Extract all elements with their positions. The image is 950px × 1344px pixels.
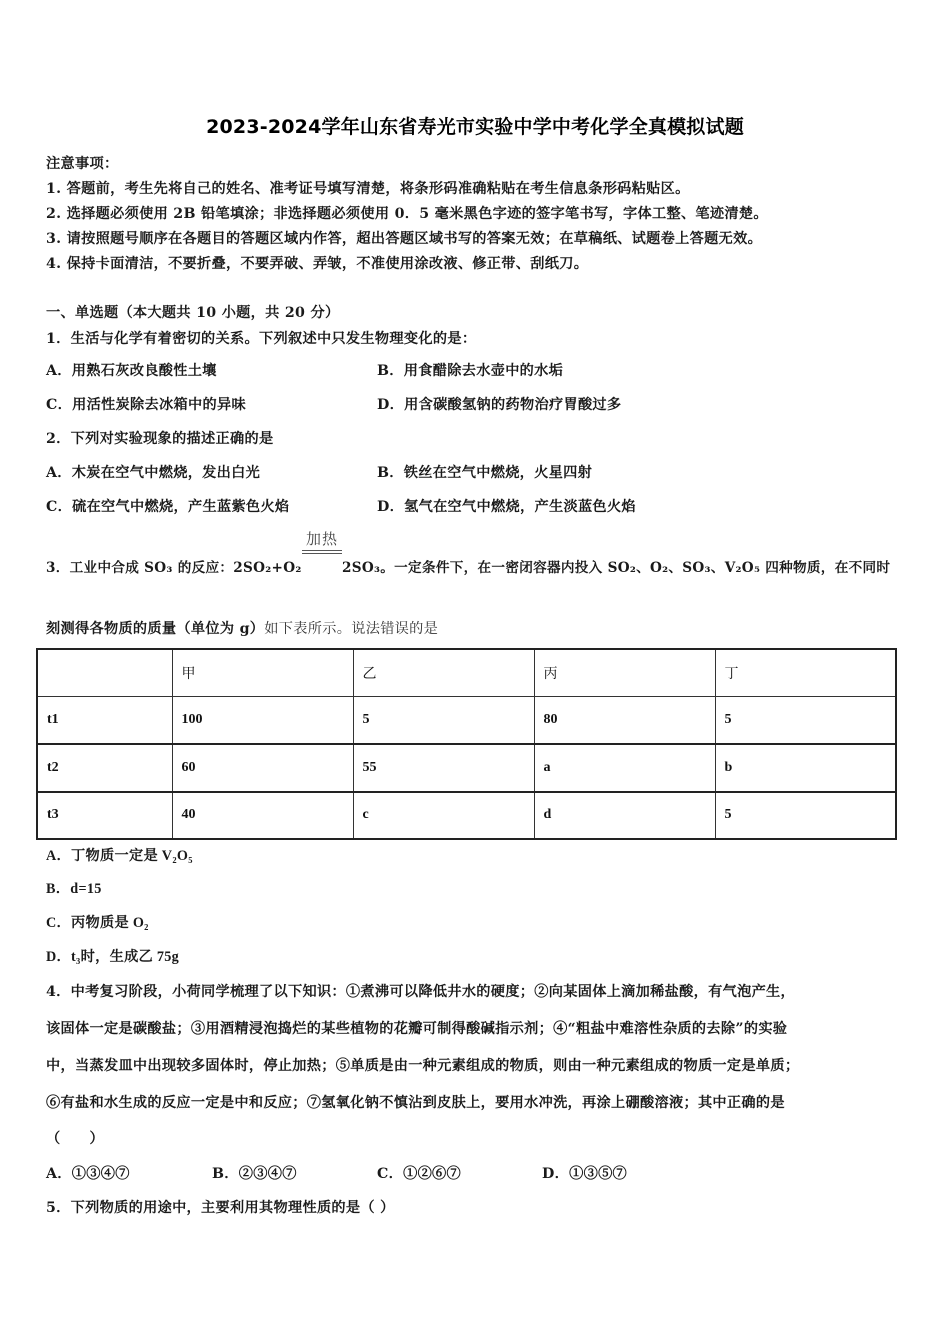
reaction-condition: 加热 bbox=[305, 530, 338, 548]
question-3-option-b: B．d=15 bbox=[46, 881, 102, 897]
question-3-option-c: C．丙物质是 O₂ bbox=[46, 915, 149, 931]
mass-table bbox=[36, 648, 897, 840]
question-3-stem-prefix: 3．工业中合成 SO₃ 的反应：2SO₂+O₂ bbox=[46, 560, 302, 576]
table-cell: t1 bbox=[37, 697, 172, 745]
table-cell: 80 bbox=[534, 697, 715, 745]
question-4-stem-line: 4．中考复习阶段，小荷同学梳理了以下知识：①煮沸可以降低井水的硬度；②向某固体上滴加稀盐酸，有气泡产生， bbox=[46, 984, 796, 1000]
question-3-option-d: D．t₃时，生成乙 75g bbox=[46, 949, 180, 965]
table-row bbox=[37, 697, 896, 745]
question-1-stem: 1．生活与化学有着密切的关系。下列叙述中只发生物理变化的是： bbox=[46, 331, 477, 347]
table-row bbox=[37, 744, 896, 792]
question-1-option-b: B．用食醋除去水壶中的水垢 bbox=[377, 363, 564, 379]
table-header-cell: 乙 bbox=[353, 649, 534, 697]
question-3-stem-light: 如下表所示。说法错误的是 bbox=[264, 621, 439, 637]
question-3-stem-cont bbox=[46, 618, 438, 638]
question-4-option-c: C．①②⑥⑦ bbox=[377, 1166, 462, 1182]
question-4-option-b: B．②③④⑦ bbox=[212, 1166, 297, 1182]
notice-item: 3. 请按照题号顺序在各题目的答题区域内作答，超出答题区域书写的答案无效；在草稿纸、试题卷上答题无效。 bbox=[46, 231, 763, 247]
table-cell: 5 bbox=[353, 697, 534, 745]
notice-item: 2. 选择题必须使用 2B 铅笔填涂；非选择题必须使用 0．5 毫米黑色字迹的签字笔书写，字体工整、笔迹清楚。 bbox=[46, 206, 768, 222]
table-header-cell: 丙 bbox=[534, 649, 715, 697]
question-4-option-d: D．①③⑤⑦ bbox=[542, 1166, 628, 1182]
notice-item: 1. 答题前，考生先将自己的姓名、准考证号填写清楚，将条形码准确粘贴在考生信息条形码粘贴区。 bbox=[46, 181, 690, 197]
table-cell: 55 bbox=[353, 744, 534, 792]
question-3-stem-middle: 2SO₃。一定条件下，在一密闭容器内投入 SO₂、O₂、SO₃、V₂O₅ 四种物质，在不同时 bbox=[342, 560, 891, 576]
table-header-cell: 丁 bbox=[715, 649, 896, 697]
question-4-stem-line: 中，当蒸发皿中出现较多固体时，停止加热；⑤单质是由一种元素组成的物质，则由一种元素组成的物质一定是单质； bbox=[46, 1058, 800, 1074]
table-header-row bbox=[37, 649, 896, 697]
question-1-option-d: D．用含碳酸氢钠的药物治疗胃酸过多 bbox=[377, 397, 622, 413]
table-cell: 40 bbox=[172, 792, 353, 840]
question-2-option-c: C．硫在空气中燃烧，产生蓝紫色火焰 bbox=[46, 499, 290, 515]
question-2-stem: 2．下列对实验现象的描述正确的是 bbox=[46, 431, 274, 447]
table-cell: t2 bbox=[37, 744, 172, 792]
table-header-cell bbox=[37, 649, 172, 697]
notice-heading: 注意事项： bbox=[46, 156, 119, 172]
table-cell: a bbox=[534, 744, 715, 792]
question-2-option-b: B．铁丝在空气中燃烧，火星四射 bbox=[377, 465, 593, 481]
table-cell: t3 bbox=[37, 792, 172, 840]
question-1-option-c: C．用活性炭除去冰箱中的异味 bbox=[46, 397, 246, 413]
table-cell: c bbox=[353, 792, 534, 840]
table-cell: d bbox=[534, 792, 715, 840]
reaction-arrow bbox=[302, 528, 342, 554]
table-cell: 60 bbox=[172, 744, 353, 792]
table-cell: 100 bbox=[172, 697, 353, 745]
table-header-cell: 甲 bbox=[172, 649, 353, 697]
table-cell: b bbox=[715, 744, 896, 792]
question-5-stem: 5．下列物质的用途中，主要利用其物理性质的是（ ） bbox=[46, 1200, 395, 1216]
table-cell: 5 bbox=[715, 792, 896, 840]
question-4-option-a: A．①③④⑦ bbox=[46, 1166, 130, 1182]
table-row bbox=[37, 792, 896, 840]
question-4-stem-line: 该固体一定是碳酸盐；③用酒精浸泡捣烂的某些植物的花瓣可制得酸碱指示剂；④“粗盐中难溶性杂质的去除”的实验 bbox=[46, 1021, 788, 1037]
question-4-answer-blank: （ ） bbox=[46, 1131, 104, 1147]
equals-sign-icon bbox=[302, 550, 342, 554]
section-heading: 一、单选题（本大题共 10 小题，共 20 分） bbox=[46, 305, 340, 321]
question-2-option-d: D．氢气在空气中燃烧，产生淡蓝色火焰 bbox=[377, 499, 636, 515]
table-cell: 5 bbox=[715, 697, 896, 745]
question-3-option-a: A．丁物质一定是 V₂O₅ bbox=[46, 848, 193, 864]
question-4-stem-line: ⑥有盐和水生成的反应一定是中和反应；⑦氢氧化钠不慎沾到皮肤上，要用水冲洗，再涂上硼酸溶液；其中正确的是 bbox=[46, 1095, 785, 1111]
page-title: 2023-2024学年山东省寿光市实验中学中考化学全真模拟试题 bbox=[206, 116, 744, 138]
question-1-option-a: A．用熟石灰改良酸性土壤 bbox=[46, 363, 217, 379]
question-2-option-a: A．木炭在空气中燃烧，发出白光 bbox=[46, 465, 261, 481]
notice-item: 4. 保持卡面清洁，不要折叠，不要弄破、弄皱，不准使用涂改液、修正带、刮纸刀。 bbox=[46, 256, 589, 272]
question-3-stem-bold: 刻测得各物质的质量（单位为 g） bbox=[46, 621, 265, 637]
